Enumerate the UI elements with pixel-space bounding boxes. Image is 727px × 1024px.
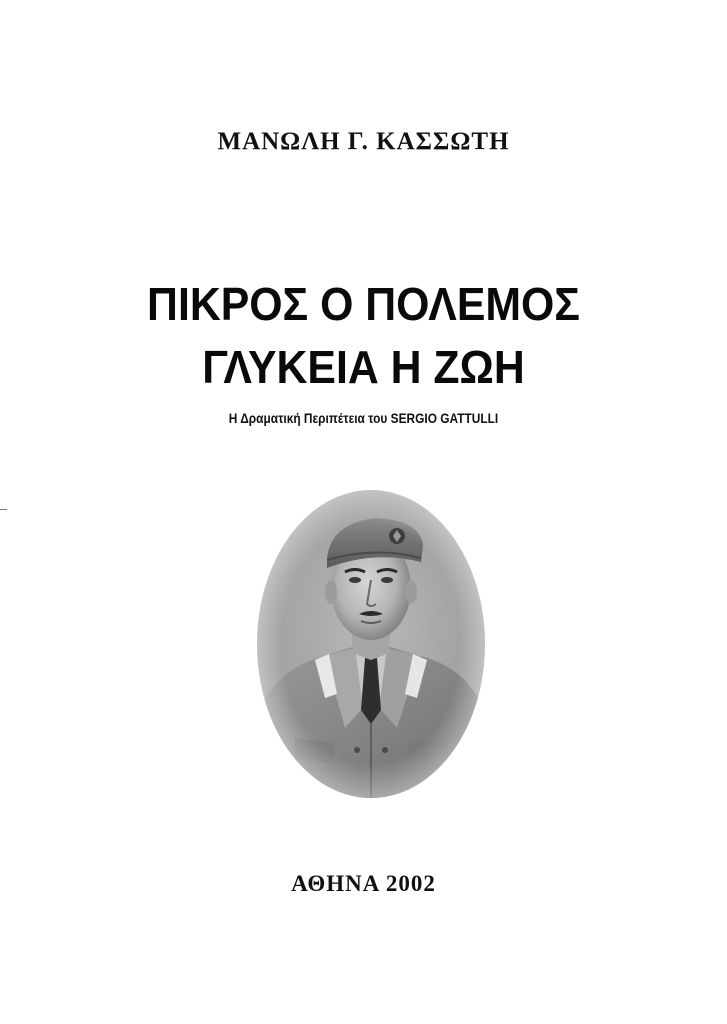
scan-edge-mark xyxy=(0,509,7,510)
subtitle: Η Δραματική Περιπέτεια του SERGIO GATTULLI xyxy=(228,410,499,426)
author-name: ΜΑΝΩΛΗ Γ. ΚΑΣΣΩΤΗ xyxy=(217,128,510,155)
place-and-year: ΑΘΗΝΑ 2002 xyxy=(291,871,436,896)
soldier-portrait-photo xyxy=(255,488,487,800)
title-line-2: ΓΛΥΚΕΙΑ Η ΖΩΗ xyxy=(202,341,525,393)
title-line-1: ΠΙΚΡΟΣ Ο ΠΟΛΕΜΟΣ xyxy=(147,278,580,330)
